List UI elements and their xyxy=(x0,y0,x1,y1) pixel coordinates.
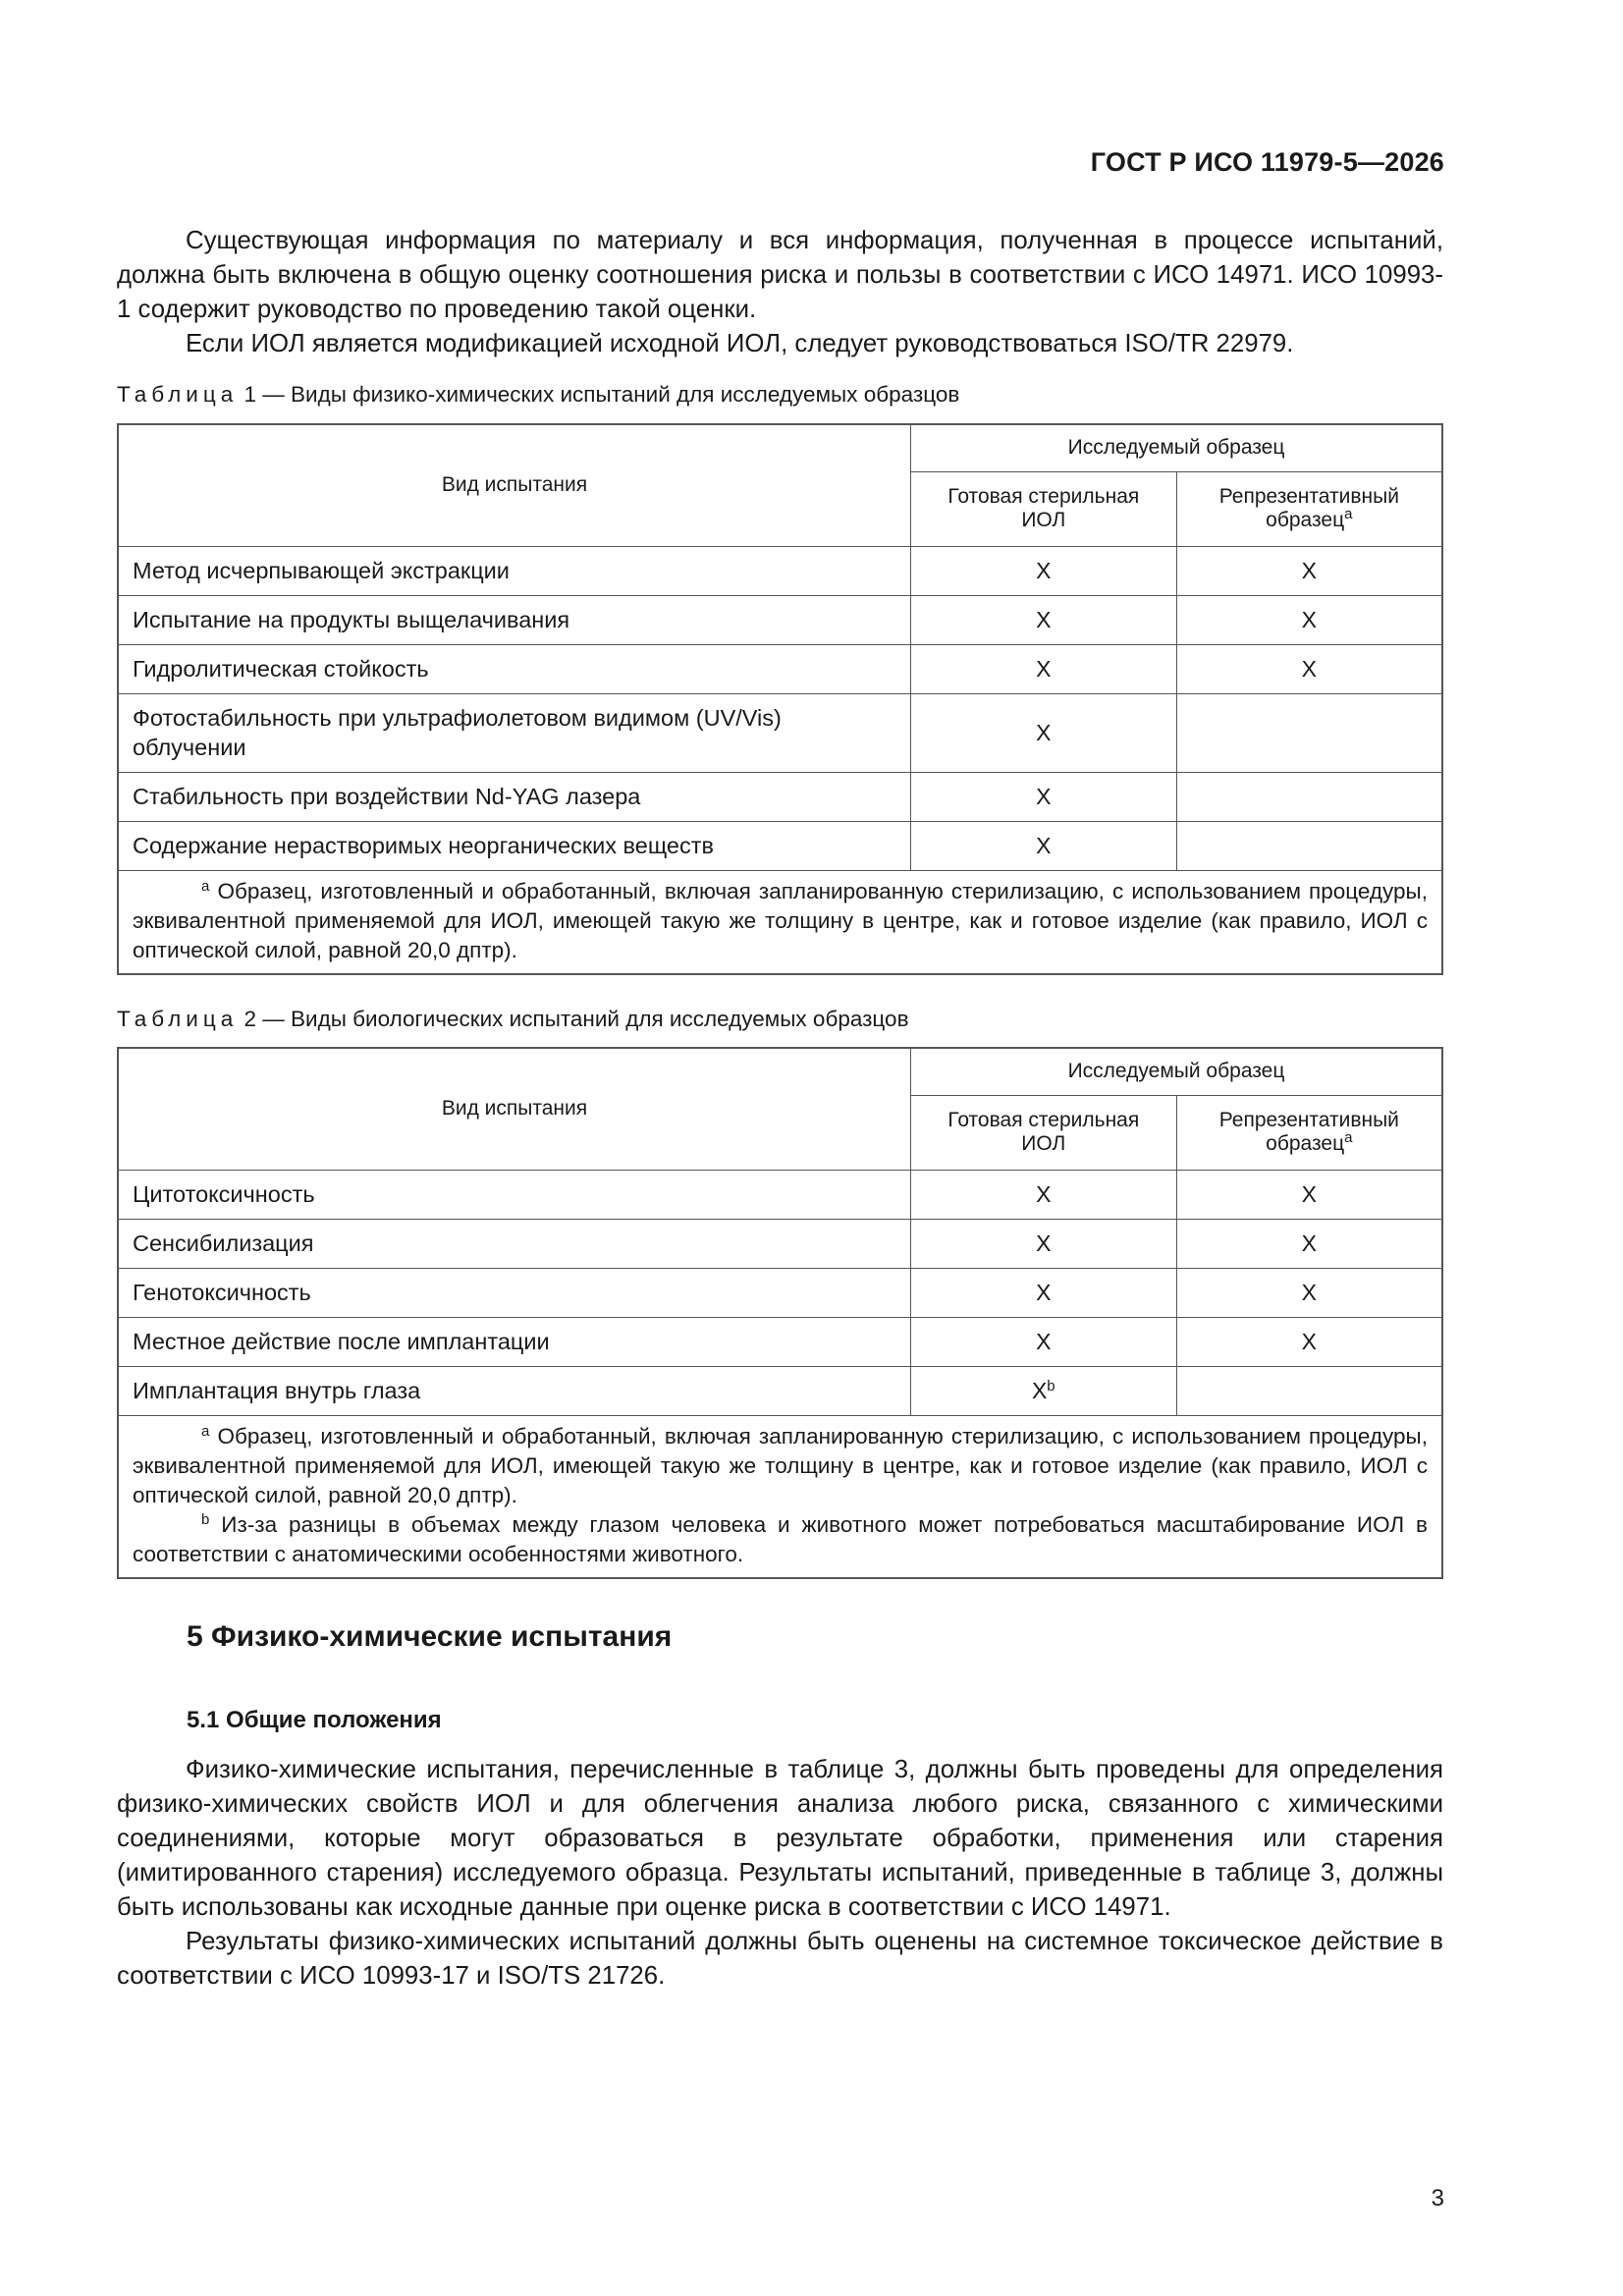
table-cell-mark: X xyxy=(910,1317,1176,1366)
table-cell-mark: X xyxy=(910,693,1176,772)
table1-caption xyxy=(117,380,1443,410)
table-row-name: Испытание на продукты выщелачивания xyxy=(118,595,910,644)
intro-paragraph-2: Если ИОЛ является модификацией исходной ИОЛ, следует руководствоваться ISO/TR 22979. xyxy=(186,330,1294,357)
table2-footnote xyxy=(118,1415,1442,1578)
table-cell-mark: X xyxy=(1176,595,1442,644)
table1-container xyxy=(117,423,1443,975)
table-row-name: Имплантация внутрь глаза xyxy=(118,1366,910,1415)
section-heading-block xyxy=(187,1620,1443,1654)
table-cell-mark xyxy=(1176,772,1442,821)
table2-caption-word: Таблица xyxy=(117,1007,239,1031)
subsection-heading-block xyxy=(187,1707,1443,1734)
table-cell-mark xyxy=(1176,693,1442,772)
table-row-name: Метод исчерпывающей экстракции xyxy=(118,546,910,595)
table1-footnote xyxy=(118,870,1442,974)
page-number: 3 xyxy=(1431,2185,1444,2212)
table-cell-mark xyxy=(1176,1366,1442,1415)
table2-head-col2: Репрезентативный образец$^a$ xyxy=(1176,1095,1442,1170)
footnote-b-text: Из-за разницы в объемах между глазом человека и животного может потребоваться масштабирование ИОЛ в соответствии с анатомическими особенностями животного. xyxy=(133,1511,1428,1566)
table-row-name: Цитотоксичность xyxy=(118,1170,910,1219)
section-body xyxy=(117,1753,1443,1994)
table-cell-mark: X xyxy=(910,546,1176,595)
table1-caption-text: 1 — Виды физико-химических испытаний для исследуемых образцов xyxy=(243,382,960,407)
table-cell-mark: X xyxy=(1176,1268,1442,1317)
section-title: 5 Физико-химические испытания xyxy=(187,1620,673,1653)
table-cell-mark: X xyxy=(1176,1170,1442,1219)
table-cell-mark: X xyxy=(1176,546,1442,595)
table-row-name: Генотоксичность xyxy=(118,1268,910,1317)
table-cell-mark: X xyxy=(910,1268,1176,1317)
table1-caption-word: Таблица xyxy=(117,382,239,407)
document-header: ГОСТ Р ИСО 11979-5—2026 xyxy=(1090,147,1444,177)
footnote-a-text: Образец, изготовленный и обработанный, включая запланированную стерилизацию, с использованием процедуры, эквивалентной применяемой для ИОЛ, имеющей такую же толщину в центре, как и готовое изделие (как правило, ИОЛ с оптической силой, равной 20,0 дптр). xyxy=(133,1423,1428,1507)
table1-head-group: Исследуемый образец xyxy=(910,424,1442,471)
table1-head-test: Вид испытания xyxy=(118,424,910,546)
table-row-name: Гидролитическая стойкость xyxy=(118,644,910,693)
table-cell-mark: X xyxy=(910,772,1176,821)
table-cell-mark: X xyxy=(1176,644,1442,693)
table-row-name: Сенсибилизация xyxy=(118,1219,910,1268)
table1-head-col2: Репрезентативный образец$^a$ xyxy=(1176,471,1442,546)
section-paragraph-1: Физико-химические испытания, перечисленные в таблице 3, должны быть проведены для определения физико-химических свойств ИОЛ и для облегчения анализа любого риска, связанного с химическими соединениями, которые могут образоваться в результате обработки, применения или старения (имитированного старения) исследуемого образца. Результаты испытаний, приведенные в таблице 3, должны быть использованы как исходные данные при оценке риска в соответствии с ИСО 14971. xyxy=(117,1756,1443,1921)
table2-caption-text: 2 — Виды биологических испытаний для исследуемых образцов xyxy=(243,1007,909,1031)
table-cell-mark: X xyxy=(910,1170,1176,1219)
table-cell-mark: X xyxy=(1176,1219,1442,1268)
footnote-a-text: Образец, изготовленный и обработанный, включая запланированную стерилизацию, с использованием процедуры, эквивалентной применяемой для ИОЛ, имеющей такую же толщину в центре, как и готовое изделие (как правило, ИОЛ с оптической силой, равной 20,0 дптр). xyxy=(133,878,1428,962)
subsection-title: 5.1 Общие положения xyxy=(187,1707,442,1733)
table-cell-mark: X xyxy=(910,644,1176,693)
table2-head-test: Вид испытания xyxy=(118,1048,910,1170)
footnote-mark: a xyxy=(201,1422,210,1440)
intro-paragraph-1: Существующая информация по материалу и вся информация, полученная в процессе испытаний, должна быть включена в общую оценку соотношения риска и пользы в соответствии с ИСО 14971. ИСО 10993-1 содержит руководство по проведению такой оценки. xyxy=(117,227,1443,323)
table2-container xyxy=(117,1047,1443,1579)
table-cell-mark: X xyxy=(1176,1317,1442,1366)
table-cell-mark: X xyxy=(910,595,1176,644)
table-cell-mark xyxy=(1176,821,1442,870)
table-row-name: Фотостабильность при ультрафиолетовом видимом (UV/Vis) облучении xyxy=(118,693,910,772)
table2-head-col1: Готовая стерильная ИОЛ xyxy=(910,1095,1176,1170)
table-cell-mark: X xyxy=(910,1219,1176,1268)
table1 xyxy=(117,423,1443,975)
table2 xyxy=(117,1047,1443,1579)
table-cell-mark: X xyxy=(910,821,1176,870)
footnote-mark: b xyxy=(201,1510,210,1528)
table2-head-group: Исследуемый образец xyxy=(910,1048,1442,1095)
table1-head-col1: Готовая стерильная ИОЛ xyxy=(910,471,1176,546)
table-row-name: Местное действие после имплантации xyxy=(118,1317,910,1366)
table-row-name: Содержание нерастворимых неорганических веществ xyxy=(118,821,910,870)
footnote-mark: a xyxy=(201,877,210,895)
table-cell-mark: $X^b$ xyxy=(910,1366,1176,1415)
section-paragraph-2: Результаты физико-химических испытаний должны быть оценены на системное токсическое действие в соответствии с ИСО 10993-17 и ISO/TS 21726. xyxy=(117,1928,1443,1990)
table-row-name: Стабильность при воздействии Nd-YAG лазера xyxy=(118,772,910,821)
table2-caption xyxy=(117,1005,1443,1034)
intro-block xyxy=(117,224,1443,361)
